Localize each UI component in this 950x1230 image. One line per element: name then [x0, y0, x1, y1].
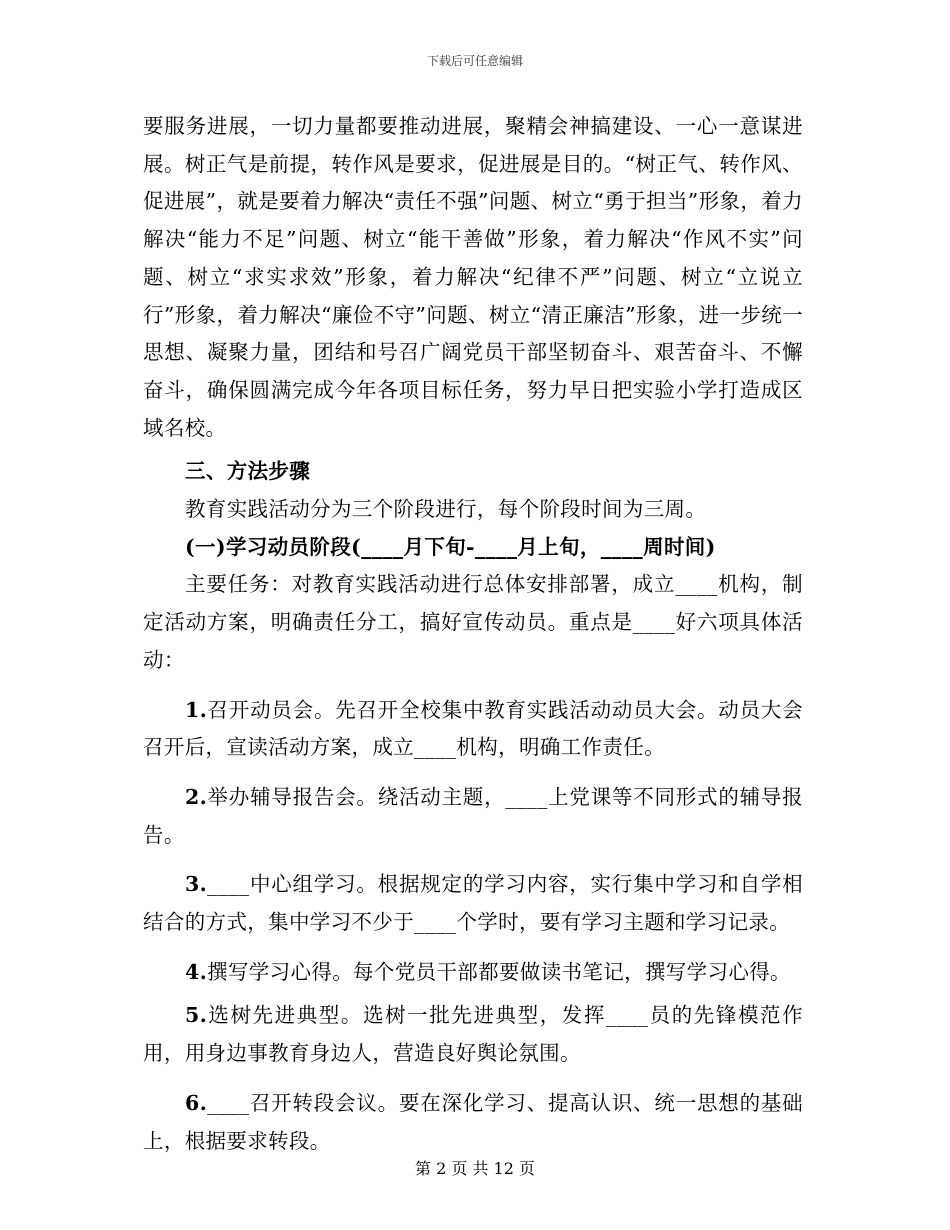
list-item-text: ____中心组学习。根据规定的学习内容，实行集中学习和自学相结合的方式，集中学习不少于____个学时，要有学习主题和学习记录。	[143, 872, 803, 935]
list-item-number: 2.	[185, 784, 208, 809]
list-item	[143, 1085, 803, 1160]
list-item-number: 3.	[185, 872, 208, 897]
paragraph-intro: 要服务进展，一切力量都要推动进展，聚精会神搞建设、一心一意谋进展。树正气是前提，转作风是要求，促进展是目的。“树正气、转作风、促进展”，就是要着力解决“责任不强”问题、树立“勇于担当”形象，着力解决“能力不足”问题、树立“能干善做”形象，着力解决“作风不实”问题、树立“求实求效”形象，着力解决“纪律不严”问题、树立“立说立行”形象，着力解决“廉俭不守”问题、树立“清正廉洁”形象，进一步统一思想、凝聚力量，团结和号召广阔党员干部坚韧奋斗、艰苦奋斗、不懈奋斗，确保圆满完成今年各项目标任务，努力早日把实验小学打造成区域名校。	[143, 114, 803, 440]
list-item	[143, 997, 803, 1072]
paragraph-phases: 教育实践活动分为三个阶段进行，每个阶段时间为三周。	[185, 497, 707, 522]
list-item-text: ____召开转段会议。要在深化学习、提高认识、统一思想的基础上，根据要求转段。	[143, 1090, 803, 1153]
list-item-text: 召开动员会。先召开全校集中教育实践活动动员大会。动员大会召开后，宣读活动方案，成立____机构，明确工作责任。	[143, 697, 803, 760]
list-item	[143, 954, 803, 992]
list-item-text: 举办辅导报告会。绕活动主题，____上党课等不同形式的辅导报告。	[143, 784, 803, 847]
list-item-number: 4.	[185, 959, 208, 984]
section-heading-methods: 三、方法步骤	[185, 459, 311, 484]
list-item	[143, 779, 803, 854]
document-body	[143, 108, 803, 1160]
list-item-text: 撰写学习心得。每个党员干部都要做读书笔记，撰写学习心得。	[207, 959, 791, 984]
list-item-text: 选树先进典型。选树一批先进典型，发挥____员的先锋模范作用，用身边事教育身边人，营造良好舆论氛围。	[143, 1003, 803, 1066]
stage-heading-1: (一)学习动员阶段(____月下旬-____月上旬，____周时间)	[185, 534, 716, 559]
paragraph-main-tasks: 主要任务：对教育实践活动进行总体安排部署，成立____机构，制定活动方案，明确责任分工，搞好宣传动员。重点是____好六项具体活动：	[143, 572, 803, 672]
page-footer: 第 2 页 共 12 页	[415, 1159, 535, 1178]
list-item-number: 5.	[185, 1003, 208, 1028]
list-item	[143, 866, 803, 941]
list-item	[143, 692, 803, 767]
list-item-number: 6.	[185, 1090, 208, 1115]
list-item-number: 1.	[185, 697, 208, 722]
page-header: 下载后可任意编辑	[426, 54, 523, 68]
